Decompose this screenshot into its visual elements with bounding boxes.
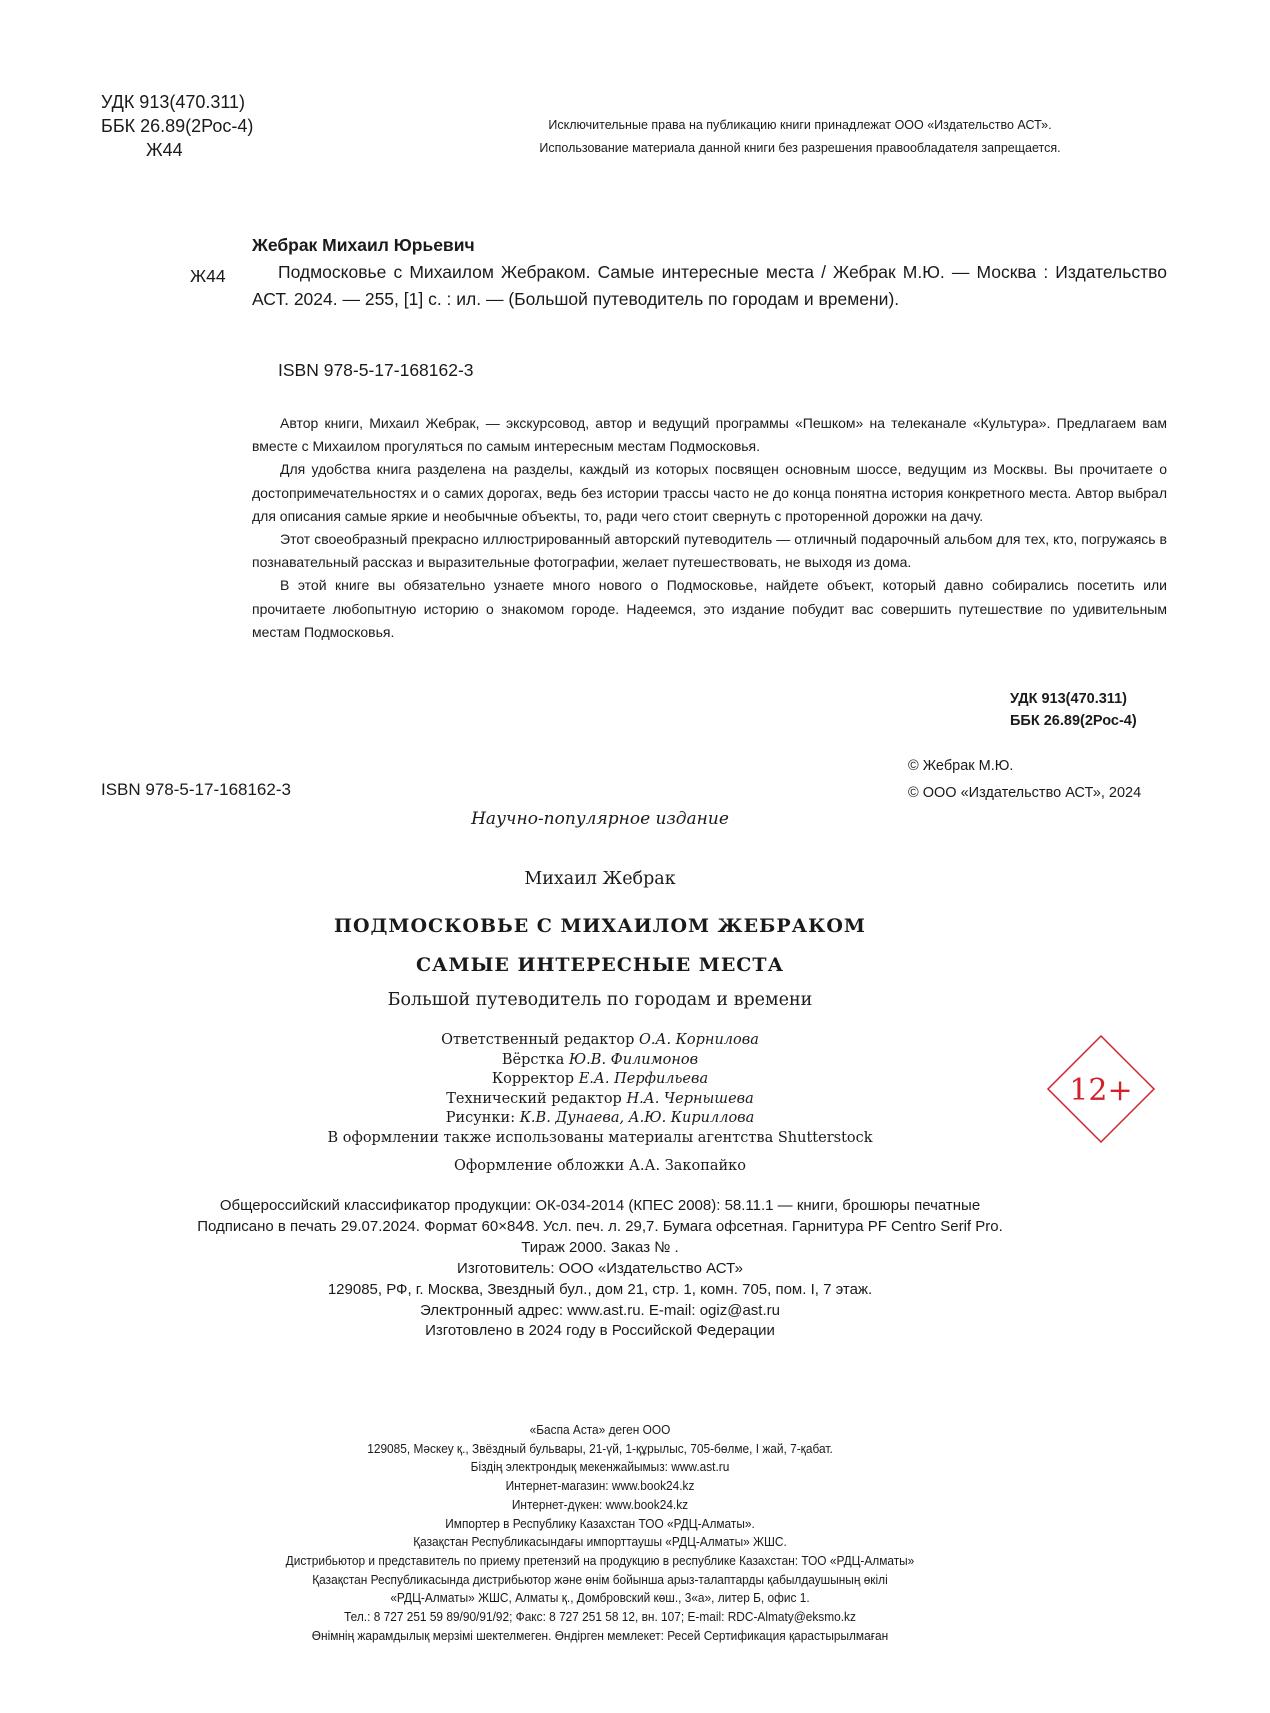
rights-line-1: Исключительные права на публикацию книги принадлежат ООО «Издательство АСТ». bbox=[548, 118, 1052, 132]
udk-code: УДК 913(470.311) bbox=[101, 92, 246, 112]
bib-description: Подмосковье с Михаилом Жебраком. Самые интересные места / Жебрак М.Ю. — Москва : Издательство АСТ. 2024. — 255, [1] с. : ил. — (Большой путеводитель по городам и времени). bbox=[252, 262, 1167, 309]
credits-list bbox=[0, 1031, 1200, 1148]
cover-design-credit: Оформление обложки А.А. Закопайко bbox=[454, 1158, 746, 1174]
rights-notice bbox=[390, 114, 1210, 160]
kz-line: Өнімнің жарамдылық мерзімі шектелмеген. Өндірген мемлекет: Ресей Сертификация қарастырылмаған bbox=[311, 1628, 889, 1643]
age-rating-badge bbox=[1046, 1034, 1156, 1144]
imprint-line: Тираж 2000. Заказ № . bbox=[521, 1239, 679, 1256]
credit-line bbox=[0, 1031, 1200, 1051]
credit-line bbox=[0, 1090, 1200, 1110]
bibliographic-record bbox=[252, 232, 1167, 313]
imprint-block bbox=[0, 1195, 1200, 1321]
kz-line: Дистрибьютор и представитель по приему претензий на продукцию в республике Казахстан: ТОО «РДЦ-Алматы» bbox=[285, 1553, 915, 1568]
credit-person: Ю.В. Филимонов bbox=[568, 1051, 699, 1068]
kz-line: Қазақстан Республикасында дистрибьютор және өнім бойынша арыз-талаптарды қабылдаушының өкілі bbox=[312, 1572, 888, 1587]
kz-line: 129085, Мәскеу қ., Звёздный бульвары, 21-үй, 1-құрылыс, 705-бөлме, I жай, 7-қабат. bbox=[367, 1441, 833, 1456]
credit-line bbox=[0, 1070, 1200, 1090]
top-classification bbox=[101, 90, 253, 162]
annotation-paragraph: Этот своеобразный прекрасно иллюстрированный авторский путеводитель — отличный подарочный альбом для тех, кто, погружаясь в познавательный рассказ и выразительные фотографии, желает путешествовать, не выходя из дома. bbox=[252, 531, 1167, 571]
author-mark: Ж44 bbox=[146, 140, 183, 160]
imprint-line: Подписано в печать 29.07.2024. Формат 60×84⁄8. Усл. печ. л. 29,7. Бумага офсетная. Гарнитура PF Centro Serif Pro. bbox=[197, 1218, 1003, 1235]
credit-person: К.В. Дунаева, А.Ю. Кириллова bbox=[519, 1110, 755, 1126]
kz-line: «Баспа Аста» деген ООО bbox=[529, 1423, 671, 1437]
isbn-bottom: ISBN 978-5-17-168162-3 bbox=[101, 780, 291, 799]
kz-line: «РДЦ-Алматы» ЖШС, Алматы қ., Домбровский көш., 3«а», литер Б, офис 1. bbox=[390, 1591, 810, 1606]
credit-role: В оформлении также использованы материалы агентства Shutterstock bbox=[327, 1129, 873, 1146]
credit-role: Вёрстка bbox=[501, 1051, 569, 1068]
kz-line: Қазақстан Республикасындағы импорттаушы «РДЦ-Алматы» ЖШС. bbox=[413, 1535, 787, 1550]
rights-line-2: Использование материала данной книги без разрешения правообладателя запрещается. bbox=[539, 141, 1061, 155]
annotation-paragraph: Автор книги, Михаил Жебрак, — экскурсовод, автор и ведущий программы «Пешком» на телеканале «Культура». Предлагаем вам вместе с Михаилом прогуляться по самым интересным местам Подмосковья. bbox=[252, 415, 1167, 455]
credit-role: Технический редактор bbox=[446, 1090, 627, 1107]
imprint-line: 129085, РФ, г. Москва, Звездный бул., дом 21, стр. 1, комн. 705, пом. I, 7 этаж. bbox=[327, 1281, 873, 1298]
bbk-code-right: ББК 26.89(2Рос-4) bbox=[1010, 713, 1137, 729]
kz-line: Интернет-дүкен: www.book24.kz bbox=[511, 1497, 689, 1512]
credit-person: О.А. Корнилова bbox=[638, 1032, 759, 1048]
series-name: Большой путеводитель по городам и времени bbox=[387, 990, 813, 1010]
annotation-paragraph: Для удобства книга разделена на разделы, каждый из которых посвящен основным шоссе, ведущим из Москвы. Вы прочитаете о достопримечательностях и о самих дорогах, ведь без истории трассы часто не до конца понятна история конкретного места. Автор выбрал для описания самые яркие и необычные объекты, то, ради чего стоит свернуть с проторенной дорожки на дачу. bbox=[252, 461, 1167, 524]
author-name: Михаил Жебрак bbox=[524, 869, 676, 889]
imprint-line: Изготовитель: ООО «Издательство АСТ» bbox=[457, 1260, 743, 1277]
isbn-top: ISBN 978-5-17-168162-3 bbox=[278, 360, 474, 380]
imprint-line: Электронный адрес: www.ast.ru. E-mail: ogiz@ast.ru bbox=[420, 1302, 780, 1319]
age-rating-diamond bbox=[1046, 1034, 1156, 1144]
udk-code-right: УДК 913(470.311) bbox=[1010, 691, 1127, 707]
kz-line: Тел.: 8 727 251 59 89/90/91/92; Факс: 8 727 251 58 12, вн. 107; E-mail: RDC-Almaty@eksmo.kz bbox=[344, 1610, 856, 1625]
made-in-statement: Изготовлено в 2024 году в Российской Федерации bbox=[425, 1322, 775, 1339]
credit-role: Рисунки: bbox=[445, 1110, 520, 1126]
credit-person: Н.А. Чернышева bbox=[626, 1090, 754, 1107]
book-title-line-1: ПОДМОСКОВЬЕ С МИХАИЛОМ ЖЕБРАКОМ bbox=[334, 915, 866, 937]
kz-line: Импортер в Республику Казахстан ТОО «РДЦ-Алматы». bbox=[445, 1516, 755, 1531]
credit-line bbox=[0, 1109, 1200, 1129]
classification-right bbox=[1010, 688, 1137, 732]
bib-author-mark: Ж44 bbox=[190, 266, 226, 286]
credit-role: Ответственный редактор bbox=[441, 1032, 639, 1048]
credit-person: Е.А. Перфильева bbox=[578, 1071, 709, 1087]
copyright-block bbox=[908, 753, 1141, 807]
book-title-line-2: САМЫЕ ИНТЕРЕСНЫЕ МЕСТА bbox=[415, 954, 785, 976]
kazakhstan-info bbox=[30, 1421, 1170, 1645]
imprint-line: Общероссийский классификатор продукции: ОК-034-2014 (КПЕС 2008): 58.11.1 — книги, брошюры печатные bbox=[219, 1197, 981, 1214]
annotation bbox=[252, 412, 1167, 644]
kz-line: Біздің электрондық мекенжайымыз: www.ast.ru bbox=[470, 1460, 730, 1475]
bib-author: Жебрак Михаил Юрьевич bbox=[252, 235, 475, 255]
credit-role: Корректор bbox=[491, 1071, 579, 1087]
kz-line: Интернет-магазин: www.book24.kz bbox=[505, 1479, 695, 1494]
copyright-author: © Жебрак М.Ю. bbox=[908, 758, 1014, 774]
credit-line bbox=[0, 1051, 1200, 1071]
edition-type: Научно-популярное издание bbox=[471, 809, 729, 829]
annotation-paragraph: В этой книге вы обязательно узнаете много нового о Подмосковье, найдете объект, который давно собирались посетить или прочитаете любопытную историю о знакомом городе. Надеемся, это издание побудит вас совершить путешествие по удивительным местам Подмосковья. bbox=[252, 577, 1167, 640]
copyright-publisher: © ООО «Издательство АСТ», 2024 bbox=[908, 785, 1142, 801]
credit-line bbox=[0, 1129, 1200, 1149]
age-rating-label: 12+ bbox=[1069, 1073, 1133, 1108]
bbk-code: ББК 26.89(2Рос-4) bbox=[101, 116, 254, 136]
